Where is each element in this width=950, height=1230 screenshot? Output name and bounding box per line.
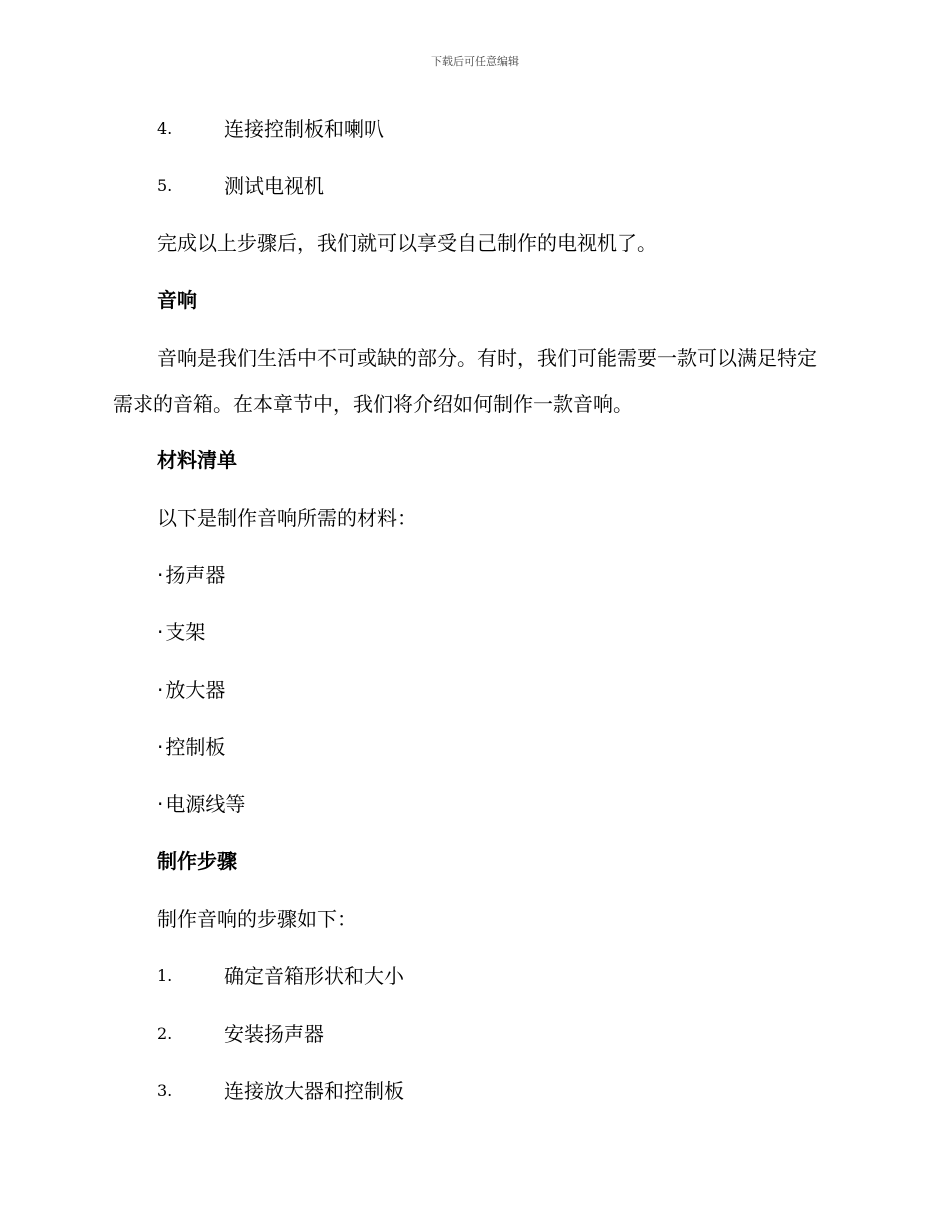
list-item bbox=[157, 733, 225, 761]
materials-intro: 以下是制作音响所需的材料： bbox=[157, 506, 417, 530]
step-number: 3. bbox=[157, 1081, 173, 1100]
list-item bbox=[157, 561, 225, 589]
step-number: 5. bbox=[157, 176, 173, 195]
step-number: 1. bbox=[157, 966, 173, 985]
bullet-icon: · bbox=[157, 620, 164, 644]
step-text: 确定音箱形状和大小 bbox=[224, 964, 404, 988]
page-header: 下载后可任意编辑 bbox=[431, 55, 519, 68]
list-item-label: 扬声器 bbox=[165, 563, 226, 587]
bullet-icon: · bbox=[157, 792, 164, 816]
procedure-title: 制作步骤 bbox=[157, 849, 237, 873]
intro-paragraph: 音响是我们生活中不可或缺的部分。有时，我们可能需要一款可以满足特定需求的音箱。在本章节中，我们将介绍如何制作一款音响。 bbox=[113, 346, 817, 416]
list-item-label: 支架 bbox=[165, 620, 206, 644]
step-text: 测试电视机 bbox=[224, 174, 324, 198]
list-item-label: 电源线等 bbox=[165, 792, 246, 816]
list-item bbox=[157, 790, 245, 818]
bullet-icon: · bbox=[157, 678, 164, 702]
step-text: 安装扬声器 bbox=[224, 1022, 324, 1046]
step-text: 连接控制板和喇叭 bbox=[224, 117, 384, 141]
procedure-intro: 制作音响的步骤如下： bbox=[157, 907, 357, 931]
list-item bbox=[157, 618, 205, 646]
list-item bbox=[157, 676, 225, 704]
conclusion-text: 完成以上步骤后，我们就可以享受自己制作的电视机了。 bbox=[157, 231, 657, 255]
list-item-label: 放大器 bbox=[165, 678, 226, 702]
bullet-icon: · bbox=[157, 563, 164, 587]
step-number: 4. bbox=[157, 119, 173, 138]
section-title: 音响 bbox=[157, 288, 197, 312]
list-item-label: 控制板 bbox=[165, 735, 226, 759]
step-number: 2. bbox=[157, 1024, 173, 1043]
bullet-icon: · bbox=[157, 735, 164, 759]
materials-title: 材料清单 bbox=[157, 448, 237, 472]
step-text: 连接放大器和控制板 bbox=[224, 1079, 404, 1103]
